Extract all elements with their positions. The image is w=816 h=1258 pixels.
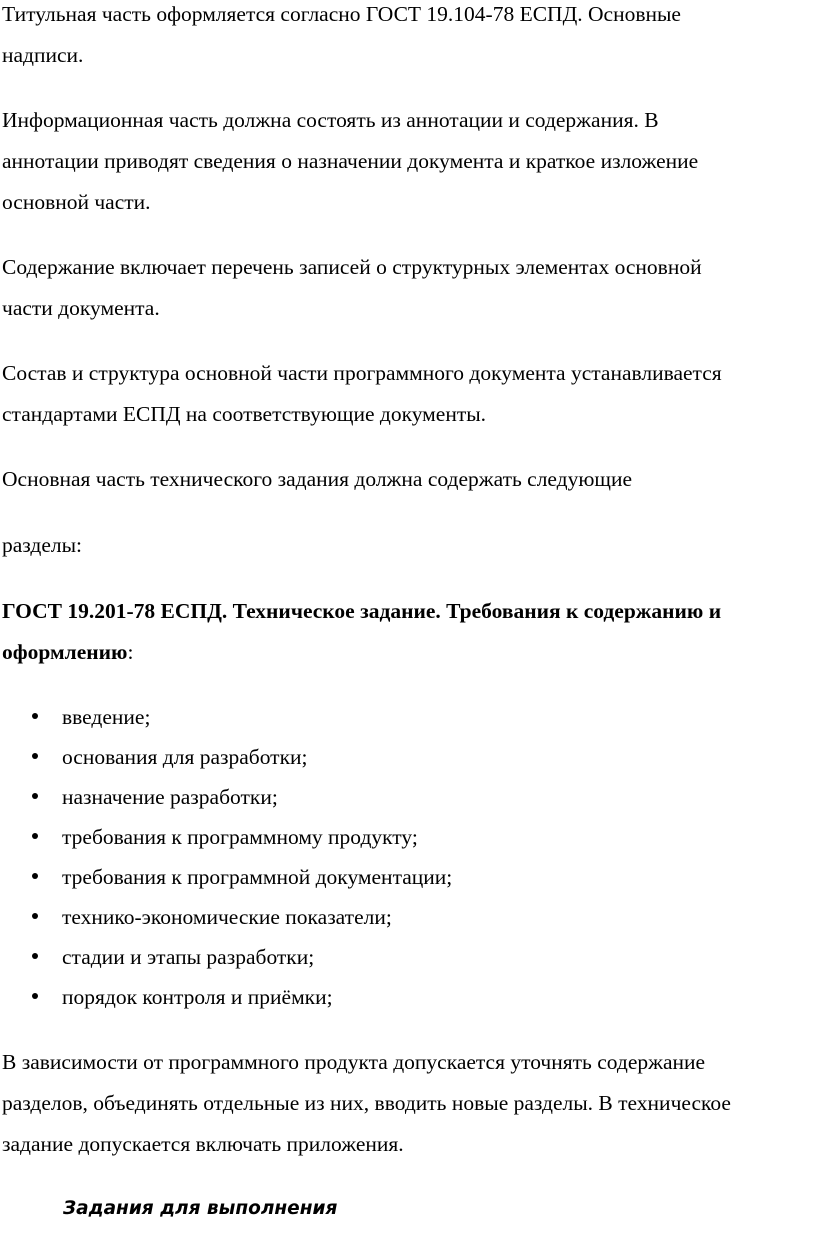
paragraph-contents-line-2: части документа. <box>2 296 160 320</box>
paragraph-structure-line-1: Состав и структура основной части программного документа устанавливается <box>2 361 722 385</box>
paragraph-contents-line-1: Содержание включает перечень записей о структурных элементах основной <box>2 255 702 279</box>
paragraph-clarify-line-3: задание допускается включать приложения. <box>2 1132 404 1156</box>
bullet-icon <box>32 793 38 799</box>
paragraph-info-part-line-3: основной части. <box>2 190 151 214</box>
tasks-section-title: Задания для выполнения <box>63 1198 338 1219</box>
gost-heading-bold-word: оформлению <box>2 640 128 664</box>
paragraph-clarify-line-2: разделов, объединять отдельные из них, вводить новые разделы. В техническое <box>2 1091 731 1115</box>
bullet-icon <box>32 833 38 839</box>
bullet-icon <box>32 873 38 879</box>
paragraph-structure-line-2: стандартами ЕСПД на соответствующие документы. <box>2 402 487 426</box>
paragraph-main-part-line-1: Основная часть технического задания должна содержать следующие <box>2 467 633 491</box>
gost-heading-line-2 <box>2 639 133 665</box>
gost-heading-line-1: ГОСТ 19.201-78 ЕСПД. Техническое задание. Требования к содержанию и <box>2 599 722 623</box>
bullet-icon <box>32 993 38 999</box>
bullet-icon <box>32 953 38 959</box>
bullet-icon <box>32 913 38 919</box>
document-page: Титульная часть оформляется согласно ГОСТ 19.104-78 ЕСПД. Основные надписи. Информационная часть должна состоять из аннотации и содержания. В аннотации приводят сведения о назначении документа и краткое изложение основной части. Содержание включает перечень записей о структурных элементах основной части документа. Состав и структура основной части программного документа устанавливается стандартами ЕСПД на соответствующие документы. Основная часть технического задания должна содержать следующие разделы: ГОСТ 19.201-78 ЕСПД. Техническое задание. Требования к содержанию и оформлению: введение; основания для разработки; назначение разработки; требования к программному продукту; требования к программной документации; технико-экономические показатели; стадии и этапы разработки; порядок контроля и приёмки; В зависимости от программного продукта допускается уточнять содержание разделов, объединять отдельные из них, вводить новые разделы. В техническое задание допускается включать приложения. Задания для выполнения <box>2 2 731 1219</box>
paragraph-main-part-line-2: разделы: <box>2 533 83 557</box>
paragraph-info-part-line-2: аннотации приводят сведения о назначении документа и краткое изложение <box>2 149 699 173</box>
paragraph-clarify-line-1: В зависимости от программного продукта допускается уточнять содержание <box>2 1050 706 1074</box>
paragraph-info-part-line-1: Информационная часть должна состоять из аннотации и содержания. В <box>2 108 659 132</box>
gost-heading-colon: : <box>127 640 134 664</box>
bullet-icon <box>32 753 38 759</box>
bullet-icon <box>32 713 38 719</box>
paragraph-title-part-line-1: Титульная часть оформляется согласно ГОСТ 19.104-78 ЕСПД. Основные <box>2 2 681 26</box>
paragraph-title-part-line-2: надписи. <box>2 43 84 67</box>
